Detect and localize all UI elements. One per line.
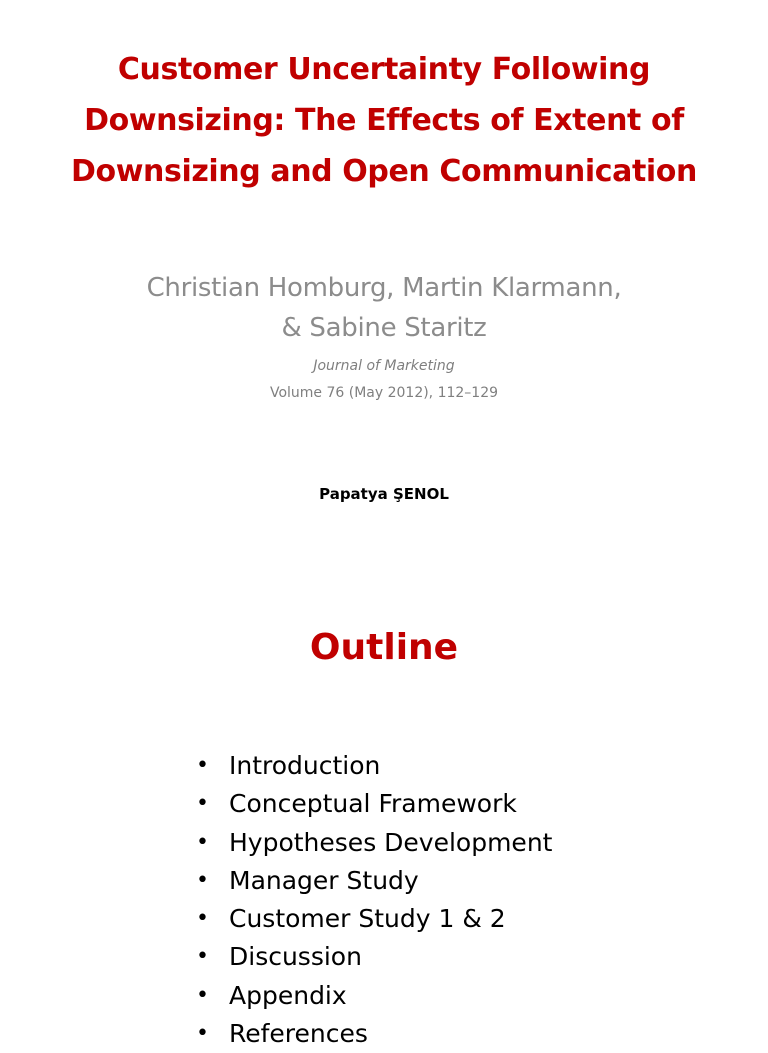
bullet-icon: •: [196, 753, 209, 778]
authors-line-2: & Sabine Staritz: [281, 313, 487, 343]
bullet-icon: •: [196, 829, 209, 855]
outline-item-label: Customer Study 1 & 2: [229, 904, 506, 934]
journal-name: Journal of Marketing: [313, 358, 455, 374]
bullet-icon: •: [196, 791, 209, 817]
bullet-icon: •: [196, 906, 209, 932]
outline-title: Outline: [309, 627, 459, 668]
bullet-icon: •: [196, 867, 209, 893]
outline-item-label: Discussion: [229, 942, 362, 972]
bullet-icon: •: [196, 1021, 209, 1047]
outline-item-label: References: [229, 1019, 368, 1049]
outline-item-label: Manager Study: [229, 865, 419, 895]
outline-item-label: Introduction: [229, 751, 381, 780]
outline-item-label: Hypotheses Development: [229, 827, 553, 857]
outline-item-label: Conceptual Framework: [229, 789, 517, 819]
authors: [80, 268, 688, 348]
bullet-icon: •: [196, 944, 209, 970]
authors-line-1: Christian Homburg, Martin Klarmann,: [146, 273, 622, 303]
presenter-name: Papatya ŞENOL: [319, 485, 449, 503]
outline-item-label: Appendix: [229, 980, 347, 1010]
journal-volume: Volume 76 (May 2012), 112–129: [269, 385, 499, 401]
outline-slide: [0, 560, 768, 1049]
bullet-icon: •: [196, 982, 209, 1008]
slide-title: Customer Uncertainty Following Downsizing: The Effects of Extent of Downsizing and Open Communication: [71, 52, 697, 189]
